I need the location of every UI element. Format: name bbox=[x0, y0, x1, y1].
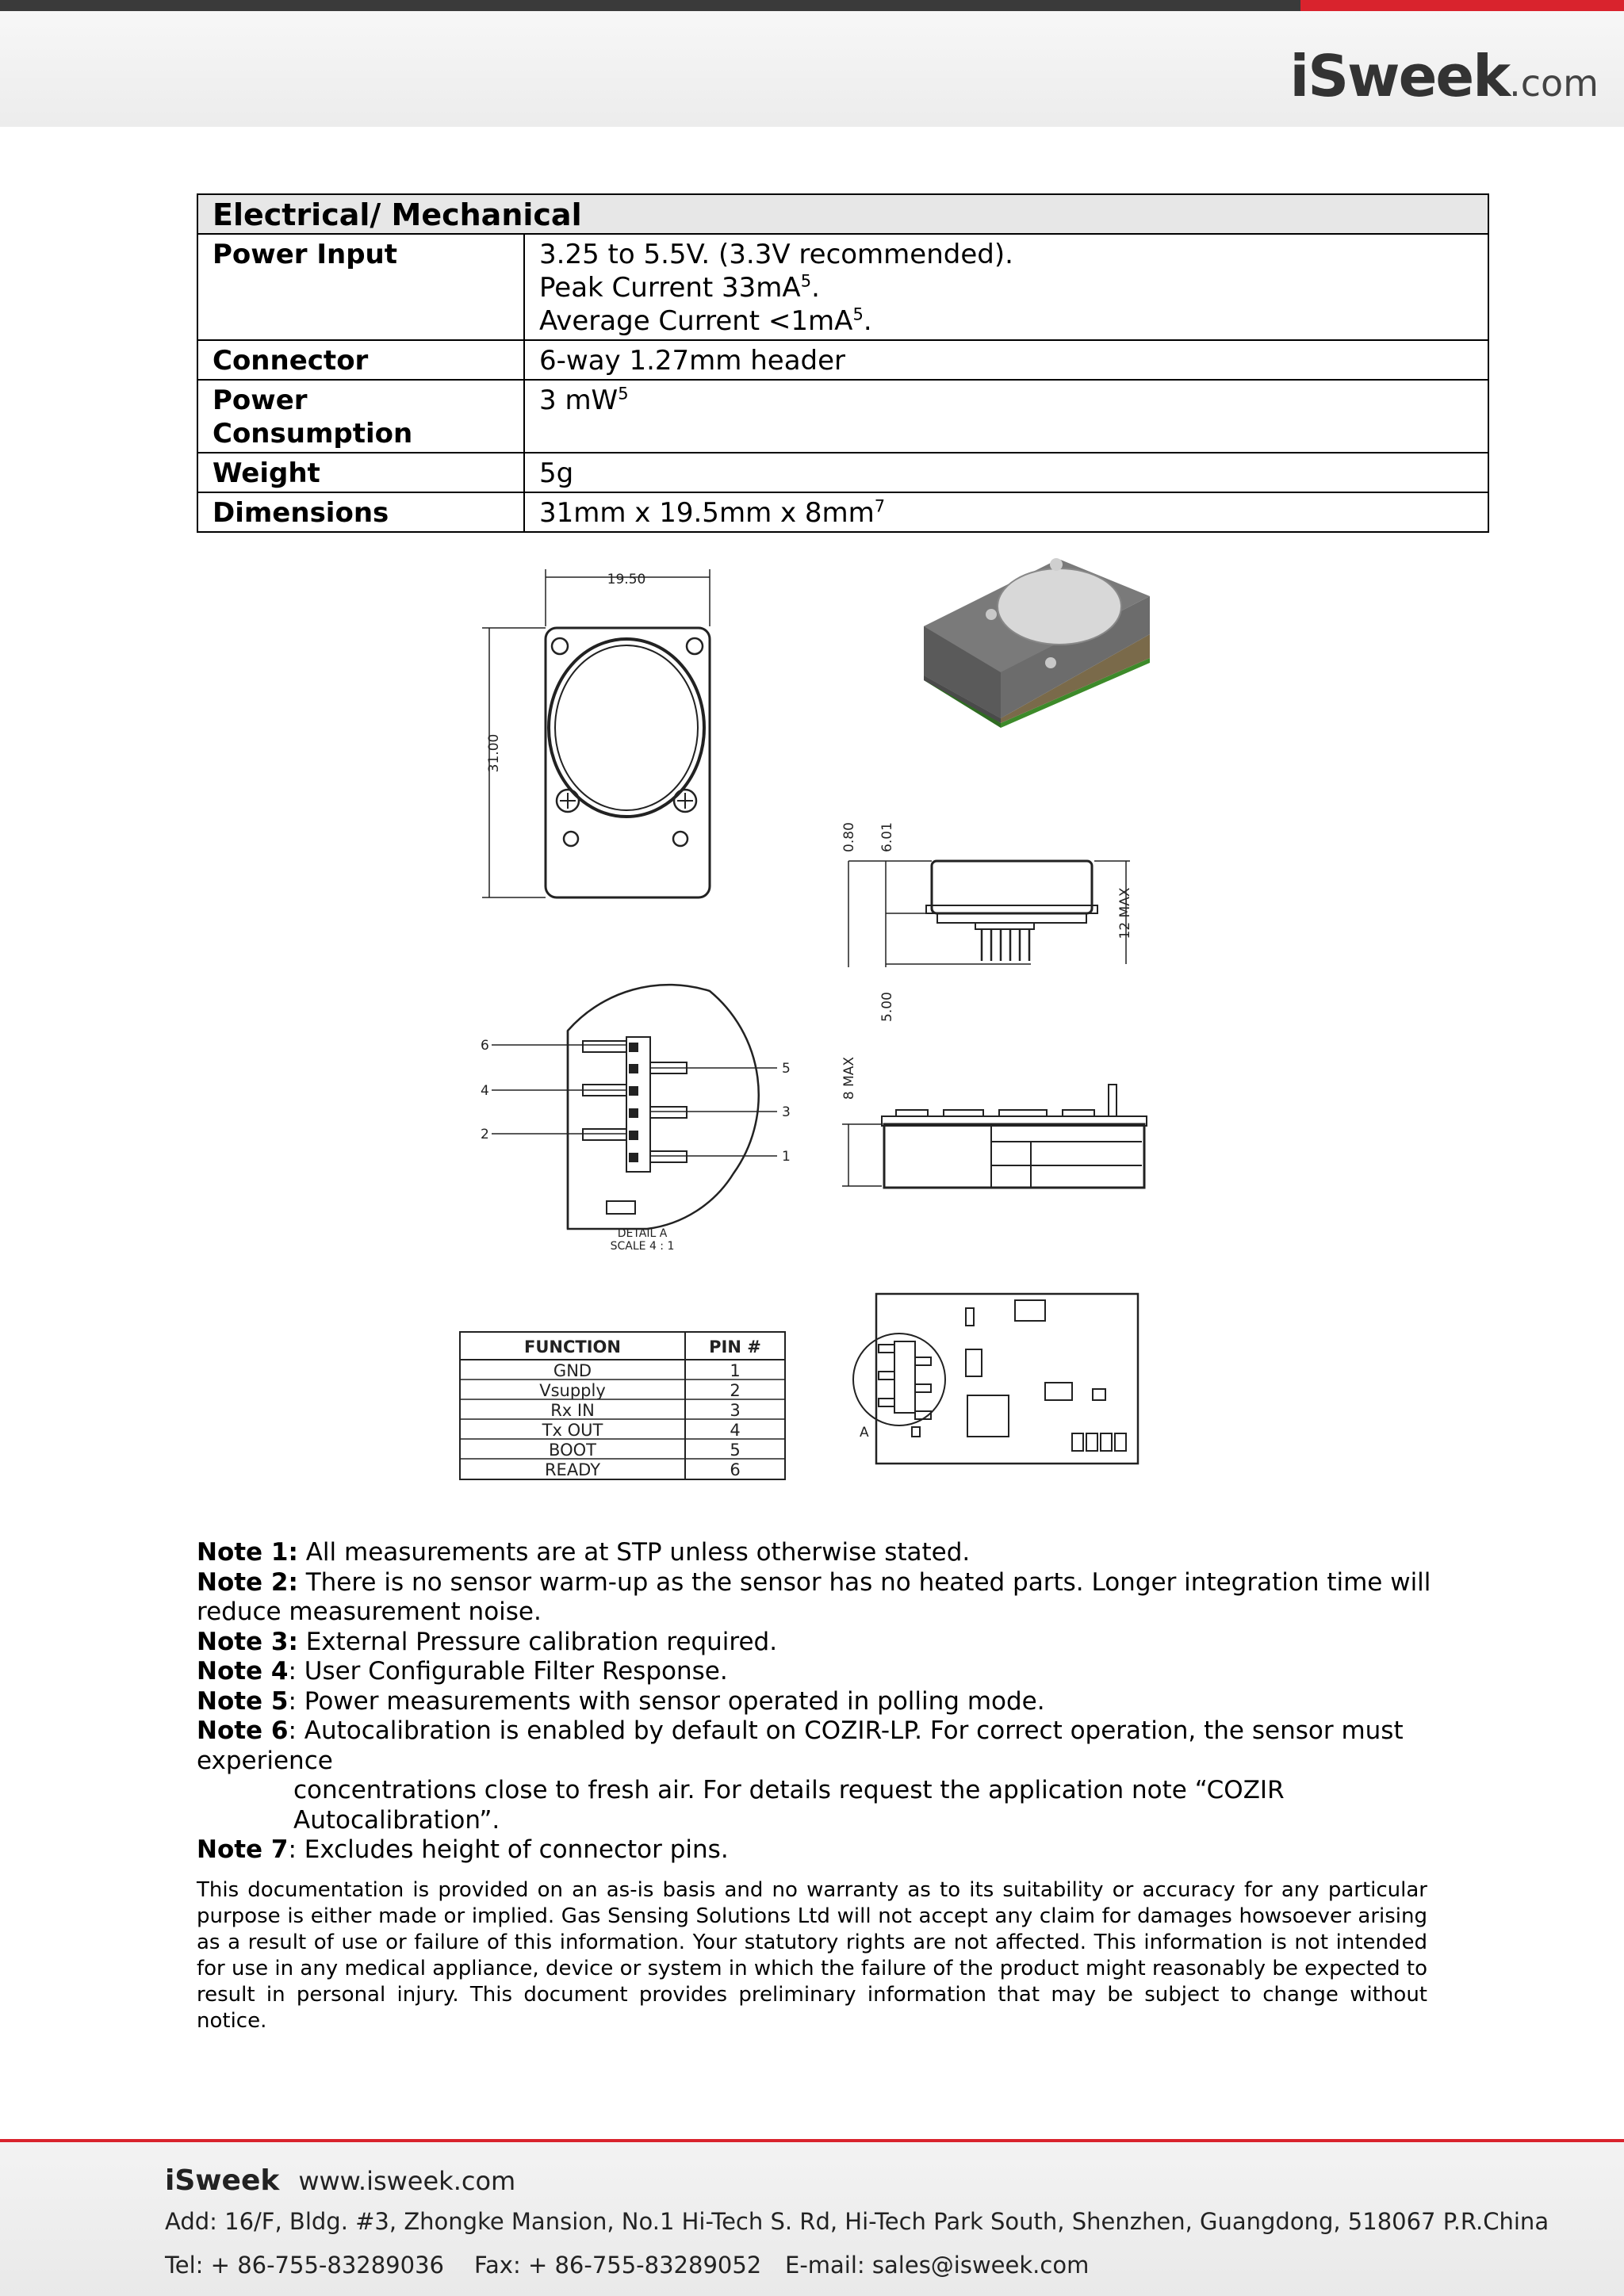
note bbox=[197, 1687, 1465, 1717]
note-label: Note 7 bbox=[197, 1835, 289, 1864]
footnote-ref: 7 bbox=[874, 496, 886, 516]
footer-fax: Fax: + 86-755-83289052 bbox=[474, 2252, 762, 2279]
spec-text: 3 mW bbox=[539, 385, 619, 416]
note-text: concentrations close to fresh air. For details request the application note “COZIR Autocalibration”. bbox=[293, 1776, 1285, 1835]
spec-label: Power Consumption bbox=[197, 380, 524, 453]
sensor-3d-render bbox=[924, 558, 1150, 728]
note-label: Note 4 bbox=[197, 1657, 289, 1686]
pin-label: 4 bbox=[481, 1083, 489, 1099]
note-text: : User Configurable Filter Response. bbox=[288, 1657, 728, 1686]
detail-scale: SCALE 4 : 1 bbox=[610, 1240, 675, 1253]
pin-number: 1 bbox=[730, 1361, 741, 1380]
note-text: : Excludes height of connector pins. bbox=[288, 1835, 729, 1864]
note-text: There is no sensor warm-up as the sensor has no heated parts. Longer integration time will reduce measurement noise. bbox=[197, 1567, 1431, 1626]
note bbox=[197, 1776, 1465, 1835]
disclaimer: This documentation is provided on an as-is basis and no warranty as to its suitability or accuracy for any particular purpose is either made or implied. Gas Sensing Solutions Ltd will not accept any claim for damages howsoever arising as a result of use or failure of this information. Your statutory rights are not affected. This information is not intended for use in any medical appliance, device or system in which the failure of the product might reasonably be expected to result in personal injury. This document provides preliminary information that may be subject to change without notice. bbox=[197, 1878, 1427, 2033]
spec-text: Average Current <1mA bbox=[539, 305, 853, 337]
footer-logo: iSweek bbox=[165, 2164, 280, 2197]
pin-table-header: FUNCTION bbox=[524, 1337, 621, 1357]
pin-number: 3 bbox=[730, 1401, 741, 1420]
note-label: Note 5 bbox=[197, 1686, 289, 1716]
note-text: External Pressure calibration required. bbox=[297, 1627, 778, 1656]
pin-label: 2 bbox=[481, 1127, 489, 1142]
note-text: All measurements are at STP unless otherwise stated. bbox=[297, 1538, 971, 1567]
pin-label: 6 bbox=[481, 1038, 489, 1054]
pin-table bbox=[460, 1332, 785, 1479]
pin-function: GND bbox=[553, 1361, 592, 1380]
dim-width: 19.50 bbox=[607, 572, 646, 587]
spec-label: Power Input bbox=[197, 234, 524, 340]
note-label: Note 3: bbox=[197, 1627, 298, 1656]
pin-table-header: PIN # bbox=[709, 1337, 761, 1357]
spec-value: 5g bbox=[524, 453, 1488, 492]
pin-function: Tx OUT bbox=[542, 1421, 603, 1440]
lower-side-view bbox=[841, 1057, 1147, 1188]
footnote-ref: 5 bbox=[800, 271, 812, 291]
dim-height: 31.00 bbox=[486, 733, 502, 773]
note bbox=[197, 1835, 1465, 1866]
pin-function: BOOT bbox=[549, 1441, 596, 1460]
note bbox=[197, 1657, 1465, 1687]
pin-function: Rx IN bbox=[550, 1401, 595, 1420]
footer-email[interactable]: E-mail: sales@isweek.com bbox=[785, 2252, 1090, 2279]
footer-brand-line bbox=[165, 2164, 515, 2197]
spec-label: Weight bbox=[197, 453, 524, 492]
pin-function: Vsupply bbox=[539, 1381, 606, 1400]
pin-label: 5 bbox=[782, 1061, 791, 1077]
dim-label: 5.00 bbox=[879, 992, 895, 1022]
spec-text: 3.25 to 5.5V. (3.3V recommended). bbox=[539, 239, 1013, 270]
pcb-detail-label: A bbox=[860, 1425, 869, 1441]
pcb-view bbox=[853, 1294, 1138, 1464]
spec-text: Peak Current 33mA bbox=[539, 272, 801, 304]
note-label: Note 6 bbox=[197, 1716, 289, 1745]
footer-tel: Tel: + 86-755-83289036 bbox=[165, 2252, 444, 2279]
dim-label: 0.80 bbox=[841, 822, 857, 852]
pin-number: 4 bbox=[730, 1421, 741, 1440]
pin-label: 3 bbox=[782, 1104, 791, 1120]
note-label: Note 1: bbox=[197, 1538, 298, 1567]
footnote-ref: 5 bbox=[618, 384, 629, 404]
logo-domain: .com bbox=[1509, 62, 1599, 105]
note-text: : Power measurements with sensor operated in polling mode. bbox=[288, 1686, 1045, 1716]
footnote-ref: 5 bbox=[852, 304, 864, 324]
detail-a bbox=[481, 985, 791, 1253]
dim-label: 12 MAX bbox=[1117, 887, 1133, 939]
logo-brand: iSweek bbox=[1289, 43, 1510, 109]
notes-section bbox=[197, 1538, 1465, 1866]
note bbox=[197, 1568, 1465, 1628]
note-text: : Autocalibration is enabled by default on COZIR-LP. For correct operation, the sensor must experience bbox=[197, 1716, 1404, 1775]
spec-table-title: Electrical/ Mechanical bbox=[197, 194, 1488, 234]
pin-label: 1 bbox=[782, 1149, 791, 1165]
pin-function: READY bbox=[544, 1460, 601, 1479]
dim-label: 6.01 bbox=[879, 822, 895, 852]
dim-label: 8 MAX bbox=[841, 1056, 857, 1100]
pin-number: 5 bbox=[730, 1441, 741, 1460]
note-label: Note 2: bbox=[197, 1567, 298, 1597]
footer-contacts bbox=[165, 2252, 1592, 2279]
detail-caption: DETAIL A bbox=[617, 1227, 668, 1240]
note bbox=[197, 1628, 1465, 1658]
top-view bbox=[482, 569, 710, 897]
spec-label: Connector bbox=[197, 340, 524, 380]
footer-website[interactable]: www.isweek.com bbox=[298, 2166, 516, 2196]
spec-suffix: . bbox=[811, 272, 820, 304]
note bbox=[197, 1716, 1465, 1776]
spec-value: 6-way 1.27mm header bbox=[524, 340, 1488, 380]
pin-number: 6 bbox=[730, 1460, 741, 1479]
side-view bbox=[841, 822, 1133, 1022]
spec-label: Dimensions bbox=[197, 492, 524, 532]
note bbox=[197, 1538, 1465, 1568]
pin-number: 2 bbox=[730, 1381, 741, 1400]
spec-suffix: . bbox=[863, 305, 872, 337]
footer-address: Add: 16/F, Bldg. #3, Zhongke Mansion, No.1 Hi-Tech S. Rd, Hi-Tech Park South, Shenzhen, Guangdong, 518067 P.R.China bbox=[165, 2208, 1549, 2235]
spec-text: 31mm x 19.5mm x 8mm bbox=[539, 497, 875, 529]
